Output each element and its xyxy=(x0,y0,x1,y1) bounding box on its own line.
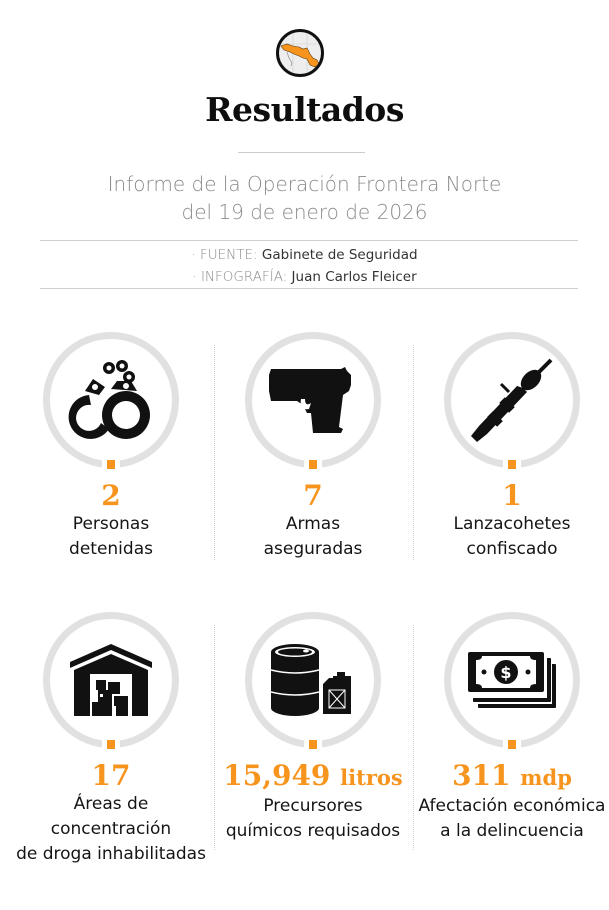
stat-unit: mdp xyxy=(520,765,572,790)
credits-top-divider xyxy=(40,240,578,241)
icon-ring xyxy=(245,332,381,468)
stat-value: 7 xyxy=(303,479,323,512)
source-credit xyxy=(0,244,609,266)
stat-card-weapons xyxy=(213,332,413,562)
money-bills-icon xyxy=(468,652,556,708)
icon-ring xyxy=(245,612,381,748)
stat-card-drug-areas xyxy=(11,612,211,867)
stat-card-detained xyxy=(11,332,211,562)
stat-label: Afectación económica a la delincuencia xyxy=(418,796,606,841)
source-value: Gabinete de Seguridad xyxy=(261,247,418,263)
rocket-launcher-icon xyxy=(467,358,557,442)
subtitle xyxy=(0,170,609,226)
stat-card-rocket-launcher xyxy=(412,332,609,562)
chemical-barrel-icon xyxy=(271,644,355,716)
stat-value: 2 xyxy=(101,479,121,512)
stat-label: Lanzacohetes confiscado xyxy=(453,514,571,559)
stat-unit: litros xyxy=(340,765,403,790)
accent-tick xyxy=(508,460,516,469)
stat-label: Precursores químicos requisados xyxy=(225,796,401,841)
stat-label: Áreas de concentración de droga inhabilitadas xyxy=(16,794,206,864)
stat-label: Personas detenidas xyxy=(69,514,153,559)
stat-value: 1 xyxy=(502,479,522,512)
icon-ring xyxy=(444,332,580,468)
subtitle-line-2: del 19 de enero de 2026 xyxy=(181,200,428,224)
stat-value: 311 mdp xyxy=(452,759,572,792)
accent-tick xyxy=(107,740,115,749)
title-divider xyxy=(238,152,365,153)
stat-value: 17 xyxy=(91,759,131,792)
icon-ring xyxy=(444,612,580,748)
infographic-credit xyxy=(0,266,609,288)
icon-ring xyxy=(43,612,179,748)
pistol-icon xyxy=(267,367,359,433)
source-key: · FUENTE: xyxy=(191,247,258,263)
stat-label: Armas aseguradas xyxy=(263,514,363,559)
accent-tick xyxy=(107,460,115,469)
stat-value: 15,949 litros xyxy=(223,759,403,792)
credits-bottom-divider xyxy=(40,288,578,289)
warehouse-icon xyxy=(70,644,152,716)
stat-card-economic-impact xyxy=(412,612,609,844)
accent-tick xyxy=(508,740,516,749)
handcuffs-icon xyxy=(65,359,157,441)
accent-tick xyxy=(309,460,317,469)
mexico-map-icon xyxy=(276,29,324,77)
page-title: Resultados xyxy=(205,90,404,129)
infographic-key: · INFOGRAFÍA: xyxy=(192,269,288,285)
accent-tick xyxy=(309,740,317,749)
subtitle-line-1: Informe de la Operación Frontera Norte xyxy=(107,172,502,196)
infographic-value: Juan Carlos Fleicer xyxy=(291,269,417,285)
icon-ring xyxy=(43,332,179,468)
credits xyxy=(0,244,609,288)
svg-text:$: $ xyxy=(500,663,512,682)
stat-card-chemicals xyxy=(213,612,413,844)
